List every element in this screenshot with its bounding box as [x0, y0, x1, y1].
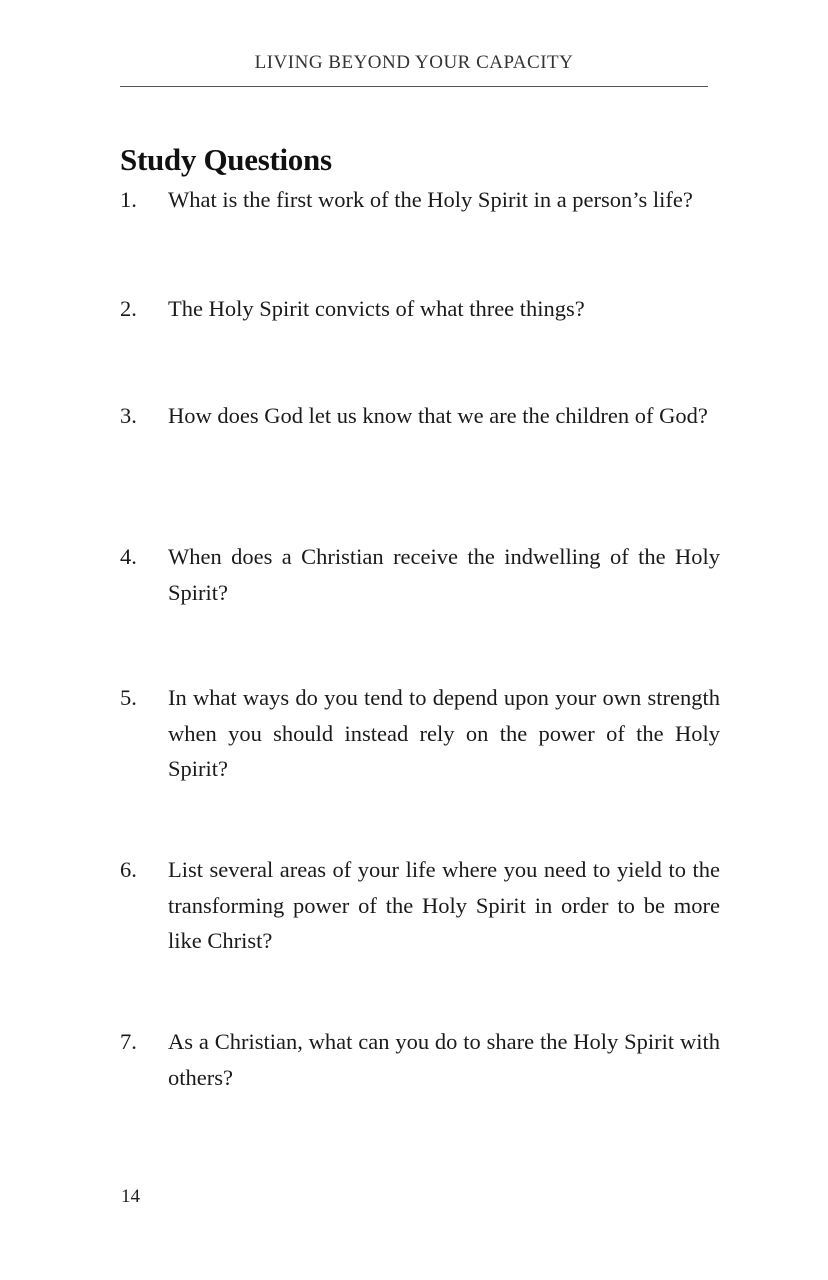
question-text: When does a Christian receive the indwelling of the Holy Spirit? — [168, 544, 720, 605]
question-number: 5. — [120, 685, 137, 710]
page-number: 14 — [121, 1186, 140, 1207]
question-number: 7. — [120, 1029, 137, 1054]
question-text: The Holy Spirit convicts of what three things? — [168, 296, 585, 321]
question-text: What is the first work of the Holy Spirit in a person’s life? — [168, 187, 693, 212]
running-head: LIVING BEYOND YOUR CAPACITY — [254, 52, 574, 73]
question-number: 1. — [120, 187, 137, 212]
question-number: 4. — [120, 544, 137, 569]
question-number: 6. — [120, 857, 137, 882]
question-text: In what ways do you tend to depend upon your own strength when you should instead rely on the power of the Holy Spirit? — [168, 685, 720, 781]
question-number: 2. — [120, 296, 137, 321]
question-number: 3. — [120, 403, 137, 428]
question-text: How does God let us know that we are the children of God? — [168, 403, 708, 428]
question-text: As a Christian, what can you do to share the Holy Spirit with others? — [168, 1029, 720, 1090]
header-rule — [120, 86, 708, 87]
section-title: Study Questions — [120, 142, 332, 177]
question-text: List several areas of your life where you need to yield to the transforming power of the Holy Spirit in order to be more like Christ? — [168, 857, 720, 953]
